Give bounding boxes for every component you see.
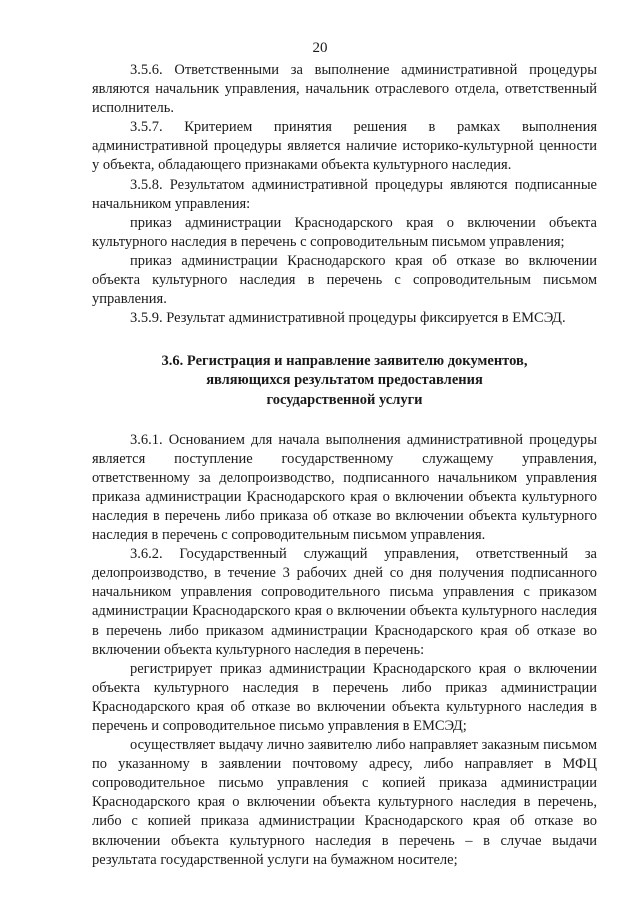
paragraph-delivers: осуществляет выдачу лично заявителю либо направляет заказным письмом по указанному в заявлении почтовому адресу, либо направляет в МФЦ сопроводительное письмо управления с копией приказа администрации Краснодарского края о включении объекта культурного наследия в перечень, либо с копией приказа администрации Краснодарского края об отказе во включении объекта культурного наследия в перечень – в случае выдачи результата государственной услуги на бумажном носителе;: [92, 737, 597, 868]
section-heading-line: государственной услуги: [266, 391, 423, 408]
paragraph-3-5-7: 3.5.7. Критерием принятия решения в рамках выполнения административной процедуры является наличие историко-культурной ценности у объекта, обладающего признаками объекта культурного наследия.: [92, 119, 597, 174]
section-heading-line: являющихся результатом предоставления: [206, 372, 483, 389]
paragraph-order-refusal: приказ администрации Краснодарского края об отказе во включении объекта культурного наследия в перечень с сопроводительным письмом управления.: [92, 252, 597, 308]
paragraph-registers: регистрирует приказ администрации Краснодарского края о включении объекта культурного наследия в перечень либо приказ администрации Краснодарского края об отказе во включении объекта культурного наследия в перечень и сопроводительное письмо управления в ЕМСЭД;: [92, 660, 597, 734]
paragraph-3-5-6: 3.5.6. Ответственными за выполнение административной процедуры являются начальник управления, начальник отраслевого отдела, ответственный исполнитель.: [92, 62, 597, 117]
document-body: [92, 61, 597, 870]
section-heading-line: 3.6. Регистрация и направление заявителю документов,: [161, 353, 528, 370]
paragraph-order-inclusion: приказ администрации Краснодарского края о включении объекта культурного наследия в перечень с сопроводительным письмом управления;: [92, 214, 597, 250]
paragraph-3-6-2: 3.6.2. Государственный служащий управления, ответственный за делопроизводство, в течение 3 рабочих дней со дня получения подписанного начальником управления сопроводительного письма управления с приказом администрации Краснодарского края о включении объекта культурного наследия в перечень либо приказом администрации Краснодарского края об отказе во включении объекта культурного наследия в перечень:: [92, 546, 597, 658]
paragraph-3-5-8: 3.5.8. Результатом административной процедуры являются подписанные начальником управления:: [92, 176, 597, 212]
page-number: 20: [312, 40, 328, 56]
paragraph-3-5-9: 3.5.9. Результат административной процедуры фиксируется в ЕМСЭД.: [130, 310, 566, 327]
paragraph-3-6-1: 3.6.1. Основанием для начала выполнения административной процедуры является поступление государственному служащему управления, ответственному за делопроизводство, подписанного начальником управления приказа администрации Краснодарского края о включении объекта культурного наследия в перечень либо приказа об отказе во включении объекта культурного наследия в перечень с сопроводительным письмом управления.: [92, 431, 597, 544]
section-heading-3-6: [92, 352, 597, 409]
